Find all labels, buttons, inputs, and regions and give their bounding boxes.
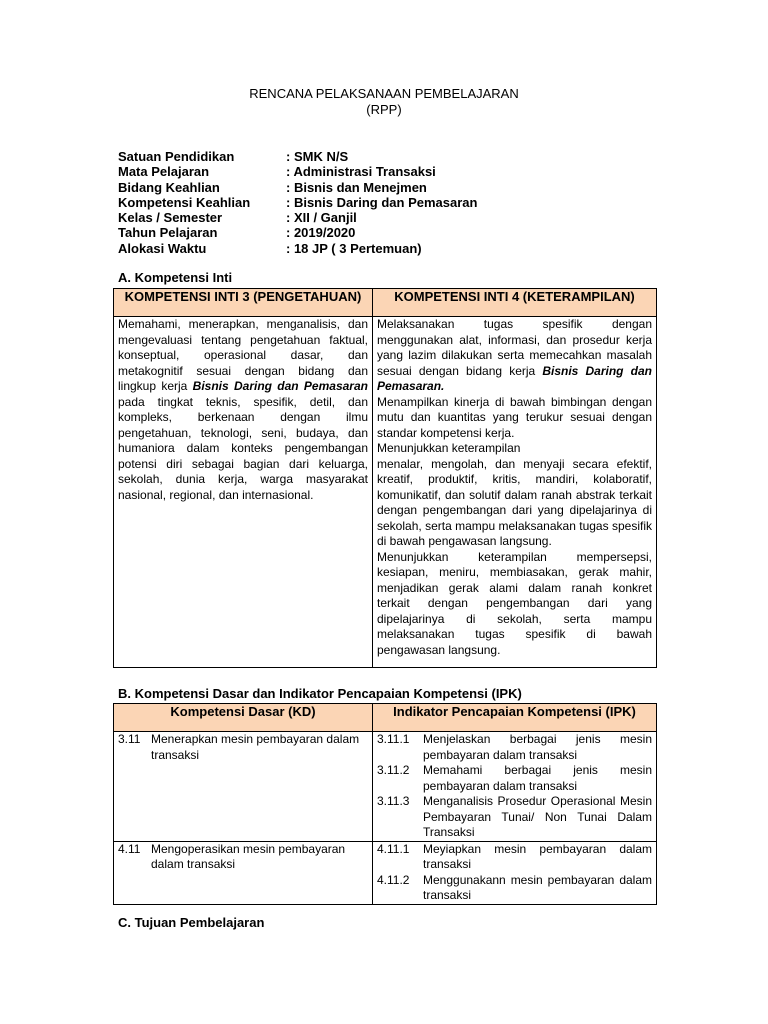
- identity-block: [118, 149, 477, 256]
- ipk-text: Menganalisis Prosedur Operasional Mesin Pembayaran Tunai/ Non Tunai Dalam Transaksi: [423, 794, 652, 839]
- ipk-number: 3.11.3: [377, 794, 410, 808]
- ki3-text-emphasis: Bisnis Daring dan Pemasaran: [192, 379, 368, 393]
- ki3-text-c: pada tingkat teknis, spesifik, detil, dan kompleks, berkenaan dengan ilmu pengetahuan, teknologi, seni, budaya, dan humaniora dalam konteks pengembangan potensi diri sebagai bagian dari keluarga, sekolah, dunia kerja, warga masyarakat nasional, regional, dan internasional.: [118, 394, 368, 502]
- kd-item: [118, 732, 368, 763]
- ipk-text: Menjelaskan berbagai jenis mesin pembayaran dalam transaksi: [423, 732, 652, 762]
- identity-row: [118, 164, 477, 179]
- identity-value: : XII / Ganjil: [286, 210, 357, 226]
- ki4-paragraph-5: Menunjukkan keterampilan mempersepsi, kesiapan, meniru, membiasakan, gerak mahir, menjadikan gerak alami dalam ranah konkret terkait dengan pengembangan dari yang dipelajarinya di sekolah, serta mampu melaksanakan tugas spesifik di bawah pengawasan langsung.: [377, 549, 652, 657]
- ipk-item: [377, 873, 652, 904]
- ipk-cell: [373, 841, 657, 904]
- ki4-paragraph-1: [377, 317, 652, 395]
- kd-number: 4.11: [118, 841, 141, 856]
- ki3-cell: [114, 317, 373, 668]
- ki3-text-a: Memahami, menerapkan, menganalisis, dan mengevaluasi tentang pengetahuan faktual, konseptual, operasional dasar, dan metakognitif sesuai dengan bidang dan lingkup kerja: [118, 317, 368, 393]
- kd-header: Kompetensi Dasar (KD): [114, 704, 373, 732]
- identity-label: Mata Pelajaran: [118, 164, 210, 180]
- section-b-heading: B. Kompetensi Dasar dan Indikator Pencapaian Kompetensi (IPK): [118, 686, 522, 701]
- ki4-paragraph-3: Menunjukkan keterampilan: [377, 441, 521, 455]
- identity-value: : Bisnis dan Menejmen: [286, 179, 427, 195]
- identity-row: [118, 149, 477, 164]
- kd-text: Mengoperasikan mesin pembayaran dalam transaksi: [151, 841, 346, 871]
- table-row: [114, 732, 657, 842]
- ipk-item: [377, 732, 652, 763]
- ki4-header: KOMPETENSI INTI 4 (KETERAMPILAN): [373, 289, 657, 317]
- ipk-text: Memahami berbagai jenis mesin pembayaran dalam transaksi: [423, 763, 652, 793]
- identity-label: Bidang Keahlian: [118, 179, 220, 195]
- kompetensi-inti-table: [113, 288, 657, 668]
- identity-value: : 2019/2020: [286, 225, 356, 241]
- section-a-heading: A. Kompetensi Inti: [118, 270, 233, 285]
- ki4-text-emphasis: Bisnis Daring dan Pemasaran.: [377, 363, 652, 393]
- ipk-item: [377, 794, 652, 841]
- kd-cell: [114, 732, 373, 842]
- ki4-cell: [373, 317, 657, 668]
- ipk-number: 4.11.2: [377, 872, 410, 887]
- identity-row: [118, 241, 477, 256]
- ipk-number: 3.11.2: [377, 763, 410, 777]
- ipk-number: 4.11.1: [377, 841, 410, 856]
- identity-value: : Administrasi Transaksi: [286, 164, 436, 180]
- identity-value: : 18 JP ( 3 Pertemuan): [286, 240, 422, 256]
- identity-row: [118, 195, 477, 210]
- identity-value: : Bisnis Daring dan Pemasaran: [286, 194, 478, 210]
- identity-label: Kompetensi Keahlian: [118, 194, 251, 210]
- kd-item: [118, 842, 368, 873]
- kd-text: Menerapkan mesin pembayaran dalam transaksi: [151, 732, 360, 762]
- ipk-item: [377, 763, 652, 794]
- ipk-item: [377, 842, 652, 873]
- title-line-1: RENCANA PELAKSANAAN PEMBELAJARAN: [249, 86, 519, 101]
- ki4-paragraph-4: menalar, mengolah, dan menyaji secara efektif, kreatif, produktif, kritis, mandiri, kolaboratif, komunikatif, dan solutif dalam ranah abstrak terkait dengan pengembangan dari yang dipelajarinya di sekolah, serta mampu melaksanakan tugas spesifik di bawah pengawasan langsung.: [377, 456, 652, 548]
- identity-label: Kelas / Semester: [118, 210, 223, 226]
- document-title: [0, 86, 768, 118]
- ki4-paragraph-2: Menampilkan kinerja di bawah bimbingan dengan mutu dan kuantitas yang terukur sesuai dengan standar kompetensi kerja.: [377, 394, 652, 440]
- ki4-text-1a: Melaksanakan tugas spesifik dengan menggunakan alat, informasi, dan prosedur kerja yang lazim dilakukan serta memecahkan masalah sesuai dengan bidang kerja: [377, 317, 652, 378]
- ki3-header: KOMPETENSI INTI 3 (PENGETAHUAN): [114, 289, 373, 317]
- ipk-text: Meyiapkan mesin pembayaran dalam transaksi: [423, 841, 652, 871]
- identity-label: Alokasi Waktu: [118, 240, 207, 256]
- table-row: [114, 841, 657, 904]
- identity-label: Satuan Pendidikan: [118, 149, 235, 164]
- identity-value: : SMK N/S: [286, 149, 349, 164]
- ipk-number: 3.11.1: [377, 732, 410, 746]
- section-c-heading: C. Tujuan Pembelajaran: [118, 915, 265, 930]
- identity-row: [118, 225, 477, 240]
- identity-row: [118, 210, 477, 225]
- identity-row: [118, 180, 477, 195]
- ipk-cell: [373, 732, 657, 842]
- kd-ipk-table: [113, 703, 657, 905]
- ipk-header: Indikator Pencapaian Kompetensi (IPK): [373, 704, 657, 732]
- identity-label: Tahun Pelajaran: [118, 225, 218, 241]
- ipk-text: Menggunakann mesin pembayaran dalam transaksi: [423, 872, 652, 902]
- title-line-2: (RPP): [366, 102, 402, 117]
- kd-cell: [114, 841, 373, 904]
- kd-number: 3.11: [118, 732, 141, 746]
